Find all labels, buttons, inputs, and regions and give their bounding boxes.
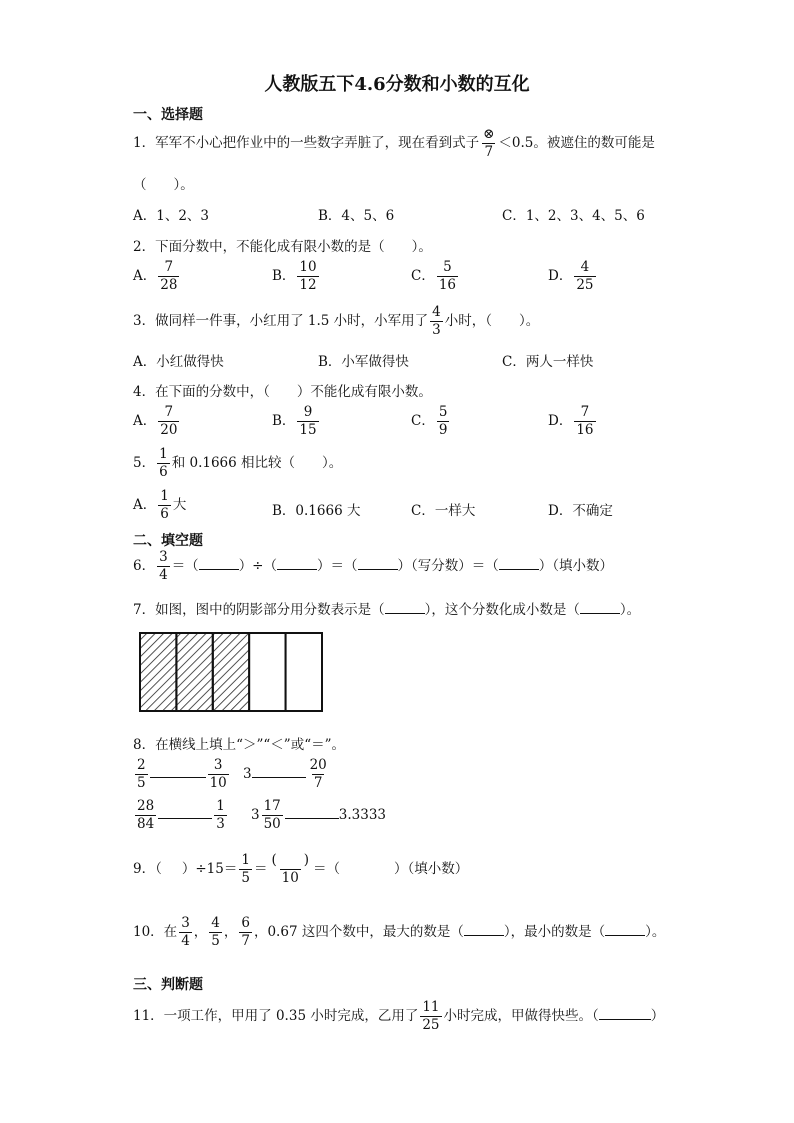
shaded-rectangle-figure bbox=[139, 632, 323, 712]
q1-option-b[interactable]: B．4、5、6 bbox=[318, 208, 395, 224]
q1-fraction: $\frac{\otimes}{7}$ bbox=[483, 126, 495, 160]
q4-option-d[interactable]: D． $\frac{7}{16}$ bbox=[548, 404, 594, 438]
q2-option-a[interactable]: A． $\frac{7}{28}$ bbox=[133, 259, 178, 293]
q4-option-a[interactable]: A． $\frac{7}{20}$ bbox=[133, 404, 178, 438]
q4-option-b[interactable]: B． $\frac{9}{15}$ bbox=[272, 404, 317, 438]
q7-blank-1[interactable] bbox=[385, 613, 425, 614]
q8-compare-2: 3 $\frac{20}{7}$ bbox=[243, 757, 327, 791]
shaded-cell bbox=[140, 633, 176, 711]
q8-compare-3: $\frac{28}{84}$ $\frac{1}{3}$ bbox=[137, 798, 225, 832]
q8-blank-4[interactable] bbox=[285, 818, 339, 819]
question-3: 3．做同样一件事，小红用了 1.5 小时，小军用了 $\frac{4}{3}$ 小时，（ ）。 bbox=[133, 304, 540, 338]
q10-blank-1[interactable] bbox=[464, 935, 504, 936]
q6-blank-3[interactable] bbox=[358, 569, 398, 570]
q5-option-b[interactable]: B．0.1666 大 bbox=[272, 503, 361, 519]
q2-option-d[interactable]: D． $\frac{4}{25}$ bbox=[548, 259, 594, 293]
q5-option-d[interactable]: D．不确定 bbox=[548, 503, 613, 519]
q1-option-a[interactable]: A．1、2、3 bbox=[133, 208, 210, 224]
question-5: 5． $\frac{1}{6}$ 和 0.1666 相比较（ ）。 bbox=[133, 446, 343, 480]
question-11: 11．一项工作，甲用了 0.35 小时完成，乙用了 $\frac{11}{25}$ 小时完成，甲做得快些。（ ） bbox=[133, 999, 665, 1033]
question-4: 4．在下面的分数中，（ ）不能化成有限小数。 bbox=[133, 384, 432, 400]
q6-blank-2[interactable] bbox=[277, 569, 317, 570]
q8-blank-3[interactable] bbox=[158, 818, 212, 819]
unshaded-cell bbox=[249, 633, 285, 711]
q1-option-c[interactable]: C．1、2、3、4、5、6 bbox=[502, 208, 645, 224]
q1-text-a: 1．军军不小心把作业中的一些数字弄脏了，现在看到式子 bbox=[133, 135, 480, 151]
q3-option-c[interactable]: C．两人一样快 bbox=[502, 354, 594, 370]
question-7: 7．如图，图中的阴影部分用分数表示是（ ），这个分数化成小数是（ ）。 bbox=[133, 602, 641, 618]
section-heading-fill: 二、填空题 bbox=[133, 533, 203, 549]
shaded-cell bbox=[176, 633, 212, 711]
q3-fraction: $\frac{4}{3}$ bbox=[432, 304, 441, 338]
question-1 bbox=[133, 126, 655, 161]
q9-blank-fraction[interactable]: $\frac{( )}{10}$ bbox=[271, 852, 309, 886]
q8-blank-1[interactable] bbox=[150, 777, 206, 778]
q11-blank[interactable] bbox=[599, 1019, 651, 1020]
section-heading-choice: 一、选择题 bbox=[133, 107, 203, 123]
question-8: 8．在横线上填上“＞”“＜”或“＝”。 bbox=[133, 737, 345, 753]
q10-blank-2[interactable] bbox=[605, 935, 645, 936]
shaded-cell bbox=[213, 633, 249, 711]
q6-blank-4[interactable] bbox=[499, 569, 539, 570]
q7-blank-2[interactable] bbox=[580, 613, 620, 614]
q3-option-a[interactable]: A．小红做得快 bbox=[133, 354, 224, 370]
q2-option-c[interactable]: C． $\frac{5}{16}$ bbox=[411, 259, 457, 293]
q8-compare-1: $\frac{2}{5}$ $\frac{3}{10}$ bbox=[137, 757, 227, 791]
unshaded-cell bbox=[286, 633, 322, 711]
q4-option-c[interactable]: C． $\frac{5}{9}$ bbox=[411, 404, 448, 438]
question-6: 6． $\frac{3}{4}$ ＝（ ）÷（ ）＝（ ）（写分数）＝（ ）（填小数） bbox=[133, 549, 613, 583]
q8-blank-2[interactable] bbox=[252, 777, 306, 778]
question-9: 9．（ ）÷15＝ $\frac{1}{5}$ ＝ $\frac{( )}{10}$ ＝（ ）（填小数） bbox=[133, 852, 469, 886]
q5-option-a[interactable]: A． $\frac{1}{6}$ 大 bbox=[133, 488, 187, 522]
q3-option-b[interactable]: B．小军做得快 bbox=[318, 354, 409, 370]
q5-fraction: $\frac{1}{6}$ bbox=[159, 446, 168, 480]
q8-compare-4: 3 $\frac{17}{50}$ 3.3333 bbox=[251, 798, 387, 832]
q2-option-b[interactable]: B． $\frac{10}{12}$ bbox=[272, 259, 317, 293]
q1-text-b: ＜0.5。被遮住的数可能是 bbox=[498, 135, 655, 151]
page-title: 人教版五下4.6分数和小数的互化 bbox=[264, 74, 530, 95]
q1-text-c: （ ）。 bbox=[133, 177, 194, 193]
q5-option-c[interactable]: C．一样大 bbox=[411, 503, 476, 519]
question-2: 2．下面分数中，不能化成有限小数的是（ ）。 bbox=[133, 239, 432, 255]
section-heading-judge: 三、判断题 bbox=[133, 977, 203, 993]
q6-blank-1[interactable] bbox=[199, 569, 239, 570]
question-10: 10．在 $\frac{3}{4}$ ， $\frac{4}{5}$ ， $\frac{6}{7}$ ，0.67 这四个数中，最大的数是（ ），最小的数是（ ）。 bbox=[133, 915, 666, 949]
